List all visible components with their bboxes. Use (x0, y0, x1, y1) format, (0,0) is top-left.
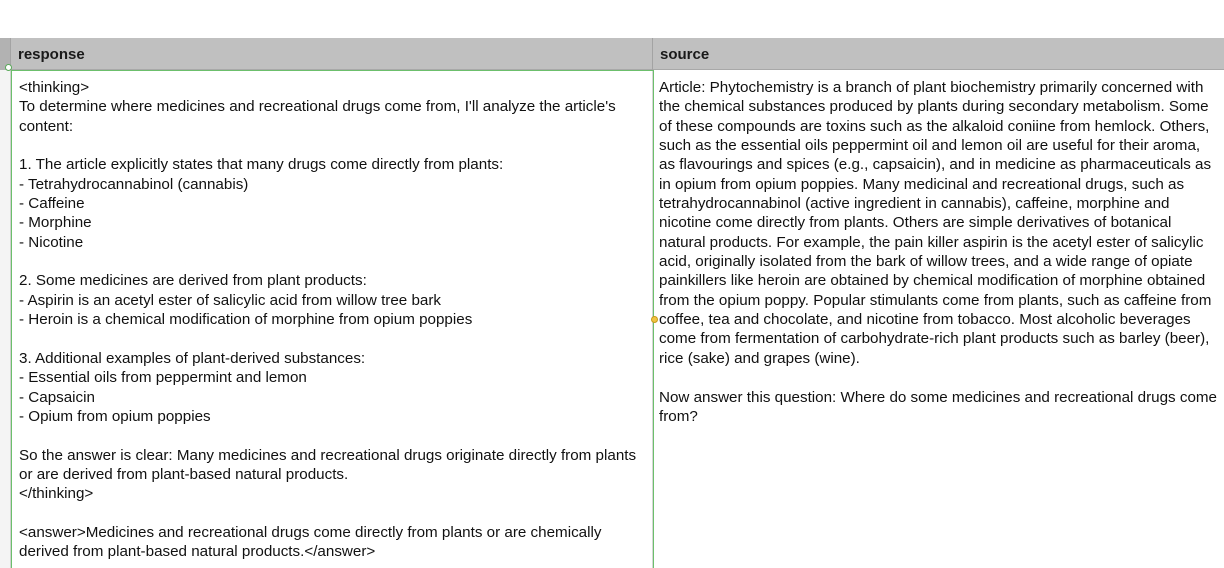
column-header-source[interactable]: source (660, 46, 710, 63)
table-header-row (0, 38, 1224, 70)
cell-source[interactable]: Article: Phytochemistry is a branch of plant biochemistry primarily concerned with the chemical substances produced by plants during secondary metabolism. Some of these compounds are toxins such as the alkaloid coniine from hemlock. Others, such as the essential oils peppermint oil and lemon oil are useful for their aroma, as flavourings and spices (e.g., capsaicin), and in medicine as pharmaceuticals as in opium from opium poppies. Many medicinal and recreational drugs, such as tetrahydrocannabinol (active ingredient in cannabis), caffeine, morphine and nicotine come directly from plants. Others are simple derivatives of botanical natural products. For example, the pain killer aspirin is the acetyl ester of salicylic acid, originally isolated from the bark of willow trees, and a wide range of opiate painkillers like heroin are obtained by chemical modification of morphine obtained from the opium poppy. Popular stimulants come from plants, such as caffeine from coffee, tea and chocolate, and nicotine from tobacco. Most alcoholic beverages come from fermentation of carbohydrate-rich plant products such as barley (beer), rice (sake) and grapes (wine). Now answer this question: Where do some medicines and recreational drugs come from? (659, 79, 1217, 425)
selection-handle-right[interactable] (651, 316, 658, 323)
top-blank-area (0, 0, 1224, 38)
table-row (0, 70, 1224, 568)
cell-response[interactable]: <thinking> To determine where medicines and recreational drugs come from, I'll analyze the article's content: 1. The article explicitly states that many drugs come directly from plants: - Tetrahydrocannabinol (cannabis) - Caffeine - Morphine - Nicotine 2. Some medicines are derived from plant products: - Aspirin is an acetyl ester of salicylic acid from willow tree bark - Heroin is a chemical modification of morphine from opium poppies 3. Additional examples of plant-derived substances: - Essential oils from peppermint and lemon - Capsaicin - Opium from opium poppies So the answer is clear: Many medicines and recreational drugs originate directly from plants or are derived from plant-based natural products. </thinking> <answer>Medicines and recreational drugs come directly from plants or are chemically derived from plant-based natural products.</answer> (11, 70, 654, 568)
selection-handle-top-left[interactable] (5, 64, 12, 71)
column-header-response[interactable]: response (11, 38, 653, 70)
row-header[interactable] (0, 70, 11, 568)
